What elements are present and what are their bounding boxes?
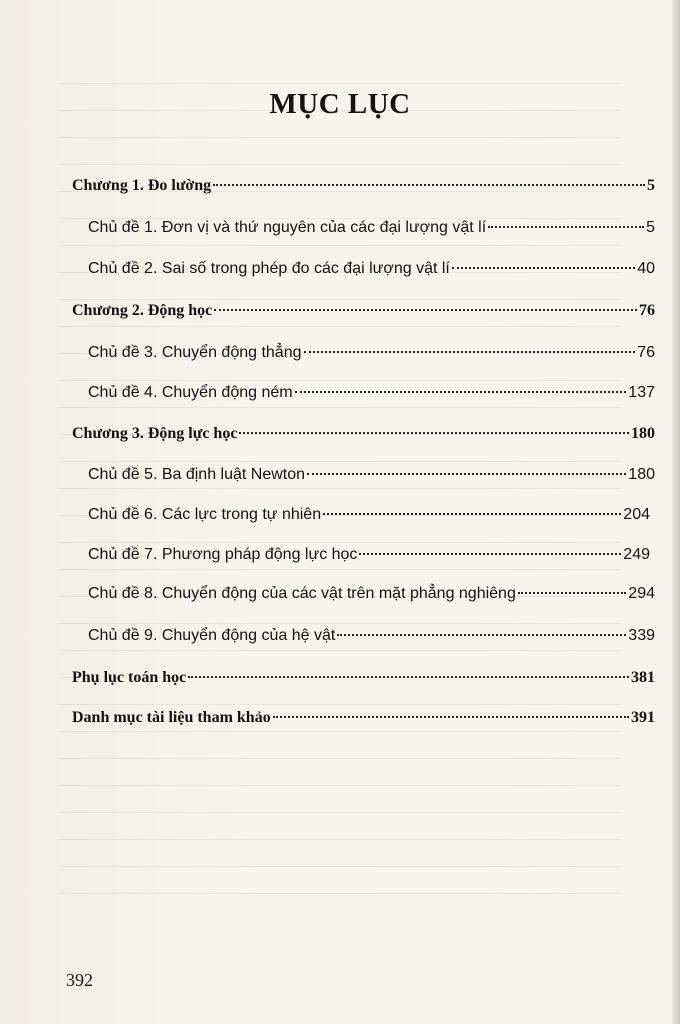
toc-topic-7 <box>88 545 650 567</box>
leader-dots <box>359 552 621 555</box>
toc-entry-label: Chủ đề 3. Chuyển động thẳng <box>88 344 302 361</box>
toc-entry-page: 391 <box>631 709 655 726</box>
toc-topic-6 <box>88 505 650 527</box>
leader-dots <box>452 266 635 269</box>
page-number: 392 <box>66 970 93 990</box>
leader-dots <box>295 390 627 393</box>
toc-entry-label: Chương 2. Động học <box>72 302 213 319</box>
toc-entry-label: Chủ đề 2. Sai số trong phép đo các đại lượng vật lí <box>88 260 450 277</box>
toc-chapter-1 <box>72 176 655 198</box>
toc-entry-label: Phụ lục toán học <box>72 669 187 686</box>
toc-entry-label: Chương 1. Đo lường <box>72 177 212 194</box>
toc-entry-label: Chủ đề 1. Đơn vị và thứ nguyên của các đại lượng vật lí <box>88 219 487 236</box>
toc-chapter-2 <box>72 301 655 323</box>
toc-entry-label: Chủ đề 9. Chuyển động của hệ vật <box>88 627 336 644</box>
toc-topic-1 <box>88 218 655 240</box>
leader-dots <box>323 512 621 515</box>
leader-dots <box>239 431 629 434</box>
leader-dots <box>304 350 636 353</box>
toc-entry-page: 204 <box>623 506 650 523</box>
toc-topic-3 <box>88 343 655 365</box>
toc-entry-page: 76 <box>639 302 655 319</box>
toc-entry-page: 381 <box>631 669 655 686</box>
toc-topic-5 <box>88 465 655 487</box>
leader-dots <box>273 715 629 718</box>
toc-entry-page: 180 <box>628 466 655 483</box>
toc-topic-8 <box>88 584 655 606</box>
leader-dots <box>488 225 644 228</box>
toc-entry-page: 5 <box>646 219 655 236</box>
toc-entry-page: 339 <box>628 627 655 644</box>
page-title: MỤC LỤC <box>269 88 411 120</box>
leader-dots <box>337 633 626 636</box>
toc-entry-page: 5 <box>647 177 655 194</box>
toc-entry-label: Chương 3. Động lực học <box>72 425 238 442</box>
toc-references <box>72 708 655 730</box>
leader-dots <box>307 472 626 475</box>
toc-topic-9 <box>88 626 655 648</box>
toc-topic-2 <box>88 259 655 281</box>
leader-dots <box>213 183 645 186</box>
leader-dots <box>518 591 626 594</box>
toc-entry-label: Danh mục tài liệu tham khảo <box>72 709 271 726</box>
leader-dots <box>188 675 629 678</box>
toc-entry-label: Chủ đề 6. Các lực trong tự nhiên <box>88 506 322 523</box>
toc-appendix <box>72 668 655 690</box>
toc-entry-page: 40 <box>637 260 655 277</box>
toc-entry-label: Chủ đề 7. Phương pháp động lực học <box>88 546 358 563</box>
toc-entry-page: 294 <box>628 585 655 602</box>
toc-entry-label: Chủ đề 8. Chuyển động của các vật trên mặt phẳng nghiêng <box>88 585 516 602</box>
toc-entry-page: 76 <box>637 344 655 361</box>
toc-chapter-3 <box>72 424 655 446</box>
toc-topic-4 <box>88 383 655 405</box>
toc-entry-page: 137 <box>628 384 655 401</box>
toc-entry-page: 249 <box>623 546 650 563</box>
toc-entry-page: 180 <box>631 425 655 442</box>
toc-entry-label: Chủ đề 4. Chuyển động ném <box>88 384 293 401</box>
toc-entry-label: Chủ đề 5. Ba định luật Newton <box>88 466 306 483</box>
leader-dots <box>214 308 637 311</box>
